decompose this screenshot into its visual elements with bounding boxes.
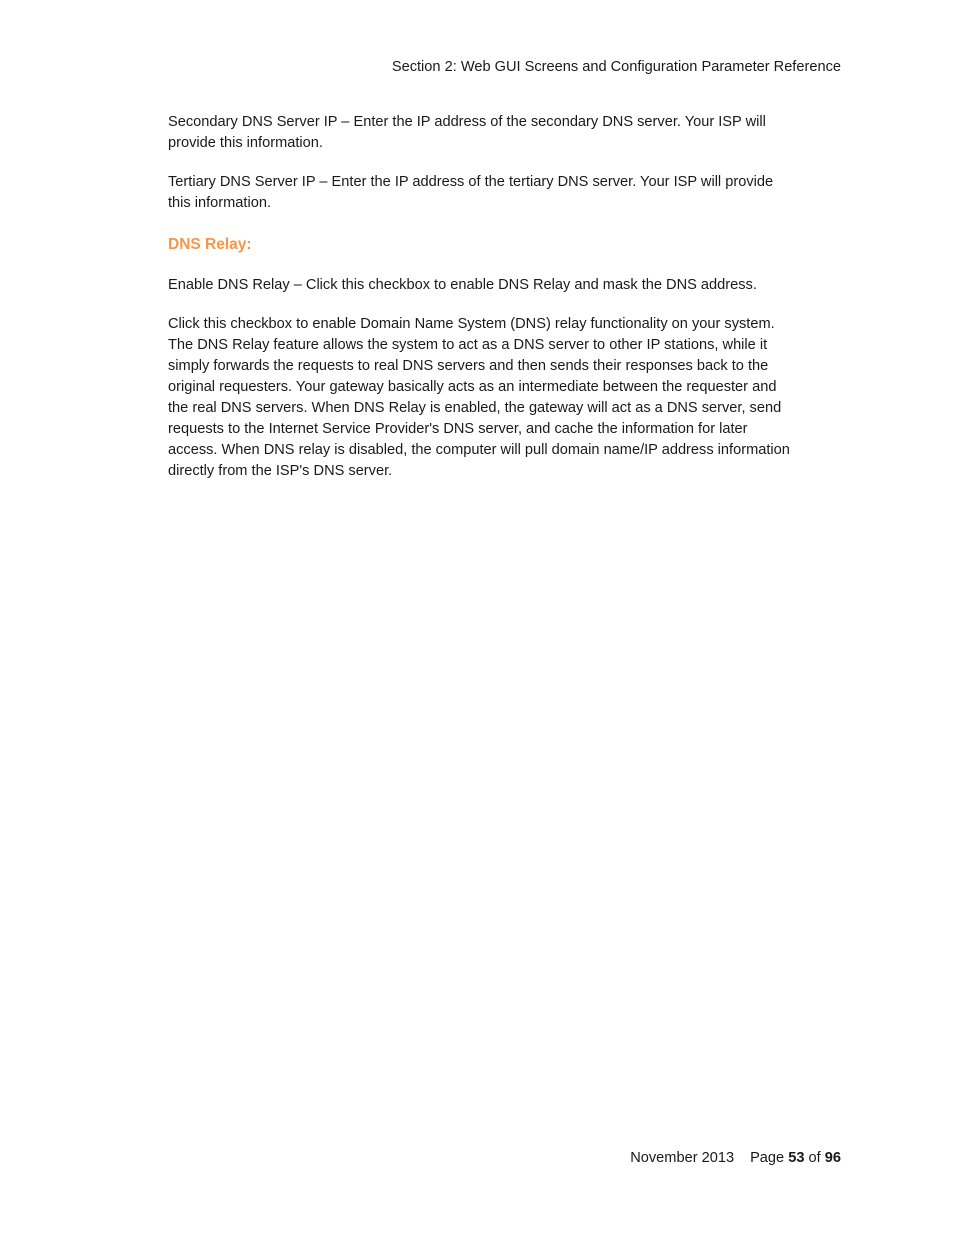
paragraph-tertiary-dns — [168, 172, 858, 214]
footer-total-pages: 96 — [824, 1150, 841, 1166]
page-footer — [630, 1148, 841, 1168]
tertiary-dns-text: Tertiary DNS Server IP – Enter the IP address of the tertiary DNS server. Your ISP will provide this information. — [168, 174, 774, 211]
paragraph-dns-relay-description — [168, 314, 858, 482]
dns-relay-description-text: Click this checkbox to enable Domain Name System (DNS) relay functionality on your system. The DNS Relay feature allows the system to act as a DNS server to other IP stations, while it simply forwards the requests to real DNS servers and then sends their responses back to the original requesters. Your gateway basically acts as an intermediate between the requester and the real DNS servers. When DNS Relay is enabled, the gateway will act as a DNS server, send requests to the Internet Service Provider's DNS server, and cache the information for later access. When DNS relay is disabled, the computer will pull domain name/IP address information directly from the ISP's DNS server. — [168, 316, 790, 479]
footer-page-number: 53 — [788, 1150, 805, 1166]
paragraph-enable-dns-relay — [168, 275, 858, 296]
secondary-dns-text: Secondary DNS Server IP – Enter the IP address of the secondary DNS server. Your ISP will provide this information. — [168, 114, 766, 151]
footer-page-label: Page — [750, 1150, 785, 1166]
dns-relay-heading: DNS Relay: — [168, 236, 252, 253]
paragraph-secondary-dns — [168, 112, 858, 154]
footer-date: November 2013 — [630, 1150, 735, 1166]
enable-dns-relay-text: Enable DNS Relay – Click this checkbox to enable DNS Relay and mask the DNS address. — [168, 277, 757, 293]
footer-of-label: of — [808, 1150, 821, 1166]
section-header: Section 2: Web GUI Screens and Configuration Parameter Reference — [391, 59, 841, 75]
